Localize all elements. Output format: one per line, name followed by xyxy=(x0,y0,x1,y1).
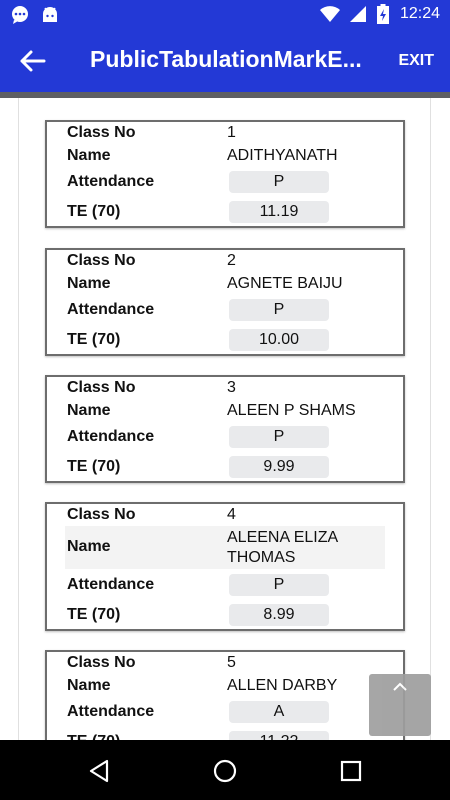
class-no-label: Class No xyxy=(67,654,136,671)
name-value xyxy=(227,528,338,568)
student-card[interactable] xyxy=(45,375,405,483)
class-no-value: 2 xyxy=(227,252,236,269)
status-bar xyxy=(0,0,450,30)
exit-button[interactable]: EXIT xyxy=(398,52,434,69)
te-label: TE (70) xyxy=(67,203,121,220)
wifi-icon xyxy=(319,4,339,24)
app-bar xyxy=(0,30,450,92)
chat-bubble-icon xyxy=(10,5,30,25)
te-label: TE (70) xyxy=(67,458,121,475)
clock: 12:24 xyxy=(399,5,440,22)
nav-recents-button[interactable] xyxy=(338,758,364,784)
name-label: Name xyxy=(67,677,111,694)
class-no-label: Class No xyxy=(67,252,136,269)
system-nav-bar xyxy=(0,740,450,800)
attendance-field[interactable]: P xyxy=(229,299,329,321)
scroll-to-top-button[interactable] xyxy=(369,674,431,736)
attendance-label: Attendance xyxy=(67,173,155,190)
battery-icon xyxy=(377,4,391,24)
chevron-up-icon xyxy=(392,680,408,692)
triangle-back-icon xyxy=(86,758,112,784)
app-title: PublicTabulationMarkE... xyxy=(90,46,362,72)
te-label: TE (70) xyxy=(67,331,121,348)
name-label: Name xyxy=(67,147,111,164)
attendance-field[interactable]: A xyxy=(229,701,329,723)
te-field[interactable]: 10.00 xyxy=(229,329,329,351)
circle-home-icon xyxy=(212,758,238,784)
name-value: AGNETE BAIJU xyxy=(227,275,343,292)
name-label: Name xyxy=(67,402,111,419)
android-icon xyxy=(40,5,60,25)
te-field[interactable]: 8.99 xyxy=(229,604,329,626)
te-field[interactable]: 11.19 xyxy=(229,201,329,223)
te-field[interactable]: 9.99 xyxy=(229,456,329,478)
class-no-label: Class No xyxy=(67,124,136,141)
back-button[interactable] xyxy=(18,47,48,75)
class-no-value: 4 xyxy=(227,506,236,523)
student-card[interactable] xyxy=(45,502,405,631)
student-list[interactable] xyxy=(0,98,450,740)
attendance-label: Attendance xyxy=(67,703,155,720)
class-no-value: 5 xyxy=(227,654,236,671)
square-recents-icon xyxy=(338,758,364,784)
attendance-field[interactable]: P xyxy=(229,574,329,596)
attendance-label: Attendance xyxy=(67,576,155,593)
class-no-label: Class No xyxy=(67,379,136,396)
attendance-field[interactable]: P xyxy=(229,171,329,193)
attendance-field[interactable]: P xyxy=(229,426,329,448)
class-no-value: 1 xyxy=(227,124,236,141)
nav-back-button[interactable] xyxy=(86,758,112,784)
student-card[interactable] xyxy=(45,120,405,228)
class-no-value: 3 xyxy=(227,379,236,396)
nav-home-button[interactable] xyxy=(212,758,238,784)
attendance-label: Attendance xyxy=(67,301,155,318)
attendance-label: Attendance xyxy=(67,428,155,445)
name-line-1: ALEENA ELIZA xyxy=(227,529,339,546)
name-value: ADITHYANATH xyxy=(227,147,338,164)
name-line-2: THOMAS xyxy=(227,549,296,566)
signal-icon xyxy=(348,4,368,24)
name-value: ALLEN DARBY xyxy=(227,677,338,694)
name-label: Name xyxy=(67,275,111,292)
class-no-label: Class No xyxy=(67,506,136,523)
name-label: Name xyxy=(67,538,111,555)
back-arrow-icon xyxy=(18,47,48,75)
te-label: TE (70) xyxy=(67,606,121,623)
student-card[interactable] xyxy=(45,248,405,356)
name-value: ALEEN P SHAMS xyxy=(227,402,356,419)
